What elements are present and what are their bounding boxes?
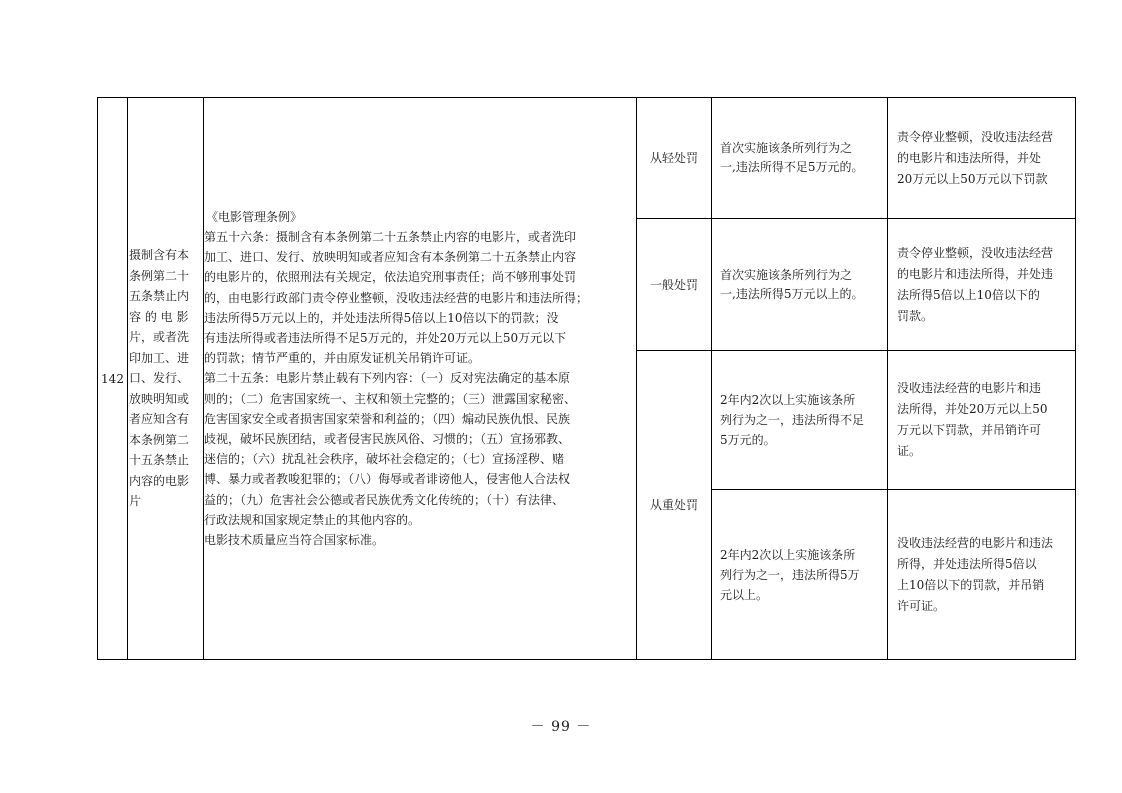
circumstance-cell <box>712 219 887 350</box>
technical-quality-text: 电影技术质量应当符合国家标准。 <box>204 533 385 548</box>
penalty-level-light <box>637 98 711 218</box>
article-25-text: 第二十五条：电影片禁止载有下列内容：（一）反对宪法确定的基本原 则的；（二）危害国家统一、主权和领土完整的；（三）泄露国家秘密、 危害国家安全或者损害国家荣誉和利益的；（四）煽动民族仇恨、民族 歧视，破坏民族团结，或者侵害民族风俗、习惯的；（五）宣扬邪教、 迷信的；（六）扰乱社会秩序，破坏社会稳定的；（七）宣扬淫秽、赌 博、暴力或者教唆犯罪的；（八）侮辱或者诽谤他人，侵害他人合法权 益的；（九）危害社会公德或者民族优秀文化传统的；（十）有法律、 行政法规和国家规定禁止的其他内容的。 <box>204 371 577 527</box>
standard-cell <box>888 490 1075 659</box>
table-border-right <box>1075 97 1076 660</box>
row-number: 142 <box>101 371 124 386</box>
penalty-level-label: 从轻处罚 <box>649 151 698 165</box>
penalty-level-label: 一般处罚 <box>649 277 698 292</box>
penalty-table <box>97 97 1076 660</box>
circumstance-text: 2年内2次以上实施该条所 列行为之一，违法所得5万 元以上。 <box>720 547 860 602</box>
circumstance-text: 首次实施该条所列行为之 一,违法所得5万元以上的。 <box>720 267 864 301</box>
item-name: 摄制含有本 条例第二十 五条禁止内 容 的 电 影 片，或者洗 印加工、进 口、发行、 放映明知或 者应知含有 本条例第二 十五条禁止 内容的电影 片 <box>129 248 190 509</box>
regulation-title: 《电影管理条例》 <box>206 209 303 224</box>
table-border-bottom <box>97 659 1076 660</box>
row-number-cell <box>98 98 127 659</box>
circumstance-cell <box>712 490 887 659</box>
standard-text: 责令停业整顿，没收违法经营 的电影片和违法所得，并处 20万元以上50万元以下罚款 <box>897 129 1054 186</box>
penalty-level-heavy <box>637 351 711 659</box>
item-name-cell <box>129 98 203 659</box>
standard-text: 没收违法经营的电影片和违法 所得，并处违法所得5倍以 上10倍以下的罚款，并吊销 许可证。 <box>897 535 1054 613</box>
penalty-level-normal <box>637 219 711 350</box>
standard-text: 责令停业整顿，没收违法经营 的电影片和违法所得，并处违 法所得5倍以上10倍以下的 罚款。 <box>897 245 1054 323</box>
column-divider <box>127 97 128 660</box>
standard-text: 没收违法经营的电影片和违 法所得，并处20万元以上50 万元以下罚款，并吊销许可 证。 <box>897 381 1048 458</box>
circumstance-cell <box>712 98 887 218</box>
penalty-level-label: 从重处罚 <box>649 498 698 512</box>
circumstance-text: 2年内2次以上实施该条所 列行为之一，违法所得不足 5万元的。 <box>720 393 865 447</box>
page-number: － 99 － <box>530 719 592 735</box>
circumstance-text: 首次实施该条所列行为之 一,违法所得不足5万元的。 <box>720 141 864 174</box>
circumstance-cell <box>712 351 887 489</box>
standard-cell <box>888 219 1075 350</box>
standard-cell <box>888 351 1075 489</box>
article-56-text: 第五十六条：摄制含有本条例第二十五条禁止内容的电影片，或者洗印 加工、进口、发行、放映明知或者应知含有本条例第二十五条禁止内容 的电影片的，依照刑法有关规定，依法追究刑事责任；尚不够刑事处罚 的，由电影行政部门责令停业整顿，没收违法经营的电影片和违法所得； 违法所得5万元以上的，并处违法所得5倍以上10倍以下的罚款；没 有违法所得或者违法所得不足5万元的，并处20万元以上50万元以下 的罚款；情节严重的，并由原发证机关吊销许可证。 <box>204 229 589 366</box>
standard-cell <box>888 98 1075 218</box>
legal-basis-cell <box>204 98 636 659</box>
